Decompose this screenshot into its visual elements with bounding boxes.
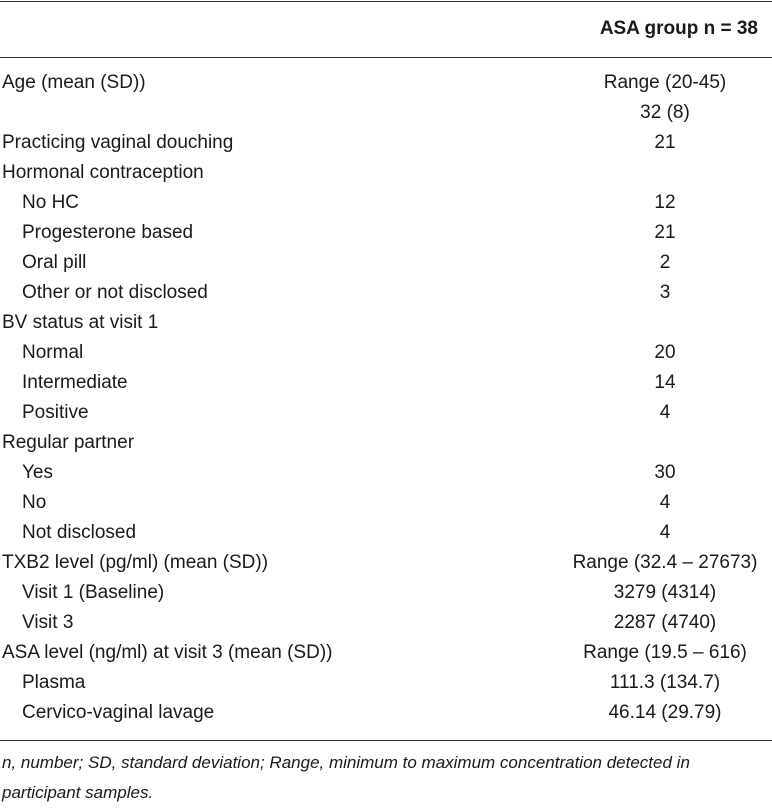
- table-row: [0, 398, 772, 428]
- table-footnote: n, number; SD, standard deviation; Range, minimum to maximum concentration detected in participant samples.: [2, 753, 690, 802]
- row-value: Range (19.5 – 616): [583, 642, 747, 663]
- row-label: ASA level (ng/ml) at visit 3 (mean (SD)): [2, 642, 333, 663]
- table-row: [0, 578, 772, 608]
- row-label: Progesterone based: [22, 222, 194, 243]
- row-value: 3279 (4314): [613, 582, 717, 603]
- row-value: 21: [654, 222, 676, 243]
- row-label: Practicing vaginal douching: [2, 132, 234, 153]
- row-value: 4: [659, 492, 671, 513]
- column-header: ASA group n = 38: [599, 18, 758, 39]
- row-value: 12: [654, 192, 676, 213]
- table-row: [0, 698, 772, 728]
- table-row: [0, 518, 772, 548]
- row-label: Positive: [22, 402, 89, 423]
- table-top-rule: [0, 1, 772, 2]
- table-row: [0, 458, 772, 488]
- row-label: Intermediate: [22, 372, 128, 393]
- row-label: TXB2 level (pg/ml) (mean (SD)): [2, 552, 269, 573]
- row-value: 111.3 (134.7): [609, 672, 721, 693]
- row-label: Age (mean (SD)): [2, 72, 146, 93]
- row-label: Visit 1 (Baseline): [22, 582, 165, 603]
- table-row: [0, 98, 772, 128]
- row-label: No HC: [22, 192, 80, 213]
- table-row: [0, 608, 772, 638]
- row-value: 2: [659, 252, 671, 273]
- table-row: [0, 218, 772, 248]
- row-value: 2287 (4740): [613, 612, 717, 633]
- row-value: 4: [659, 522, 671, 543]
- row-label: No: [22, 492, 47, 513]
- row-label: BV status at visit 1: [2, 312, 159, 333]
- row-label: Oral pill: [22, 252, 87, 273]
- row-value: 14: [654, 372, 676, 393]
- row-label: Yes: [22, 462, 53, 483]
- row-value: Range (20-45): [603, 72, 727, 93]
- row-label: Cervico-vaginal lavage: [22, 702, 215, 723]
- row-value: 32 (8): [640, 102, 690, 123]
- table-row: [0, 308, 772, 338]
- table-row: [0, 548, 772, 578]
- table-row: [0, 368, 772, 398]
- table-row: [0, 68, 772, 98]
- row-value: 46.14 (29.79): [608, 702, 722, 723]
- table-bottom-rule: [0, 740, 772, 741]
- row-label: Not disclosed: [22, 522, 137, 543]
- table-row: [0, 488, 772, 518]
- table-row: [0, 248, 772, 278]
- header-rule: [0, 57, 772, 58]
- table-body: [0, 68, 772, 728]
- row-value: 4: [659, 402, 671, 423]
- table-row: [0, 128, 772, 158]
- table-row: [0, 668, 772, 698]
- row-label: Normal: [22, 342, 84, 363]
- table-row: [0, 428, 772, 458]
- table-row: [0, 638, 772, 668]
- row-value: 21: [654, 132, 676, 153]
- row-value: 30: [654, 462, 676, 483]
- table-row: [0, 338, 772, 368]
- table-row: [0, 278, 772, 308]
- table-row: [0, 158, 772, 188]
- row-label: Other or not disclosed: [22, 282, 208, 303]
- table-row: [0, 188, 772, 218]
- row-label: Hormonal contraception: [2, 162, 204, 183]
- row-value: 3: [659, 282, 671, 303]
- row-label: Regular partner: [2, 432, 135, 453]
- row-value: 20: [654, 342, 676, 363]
- row-label: Visit 3: [22, 612, 74, 633]
- row-value: Range (32.4 – 27673): [572, 552, 758, 573]
- row-label: Plasma: [22, 672, 86, 693]
